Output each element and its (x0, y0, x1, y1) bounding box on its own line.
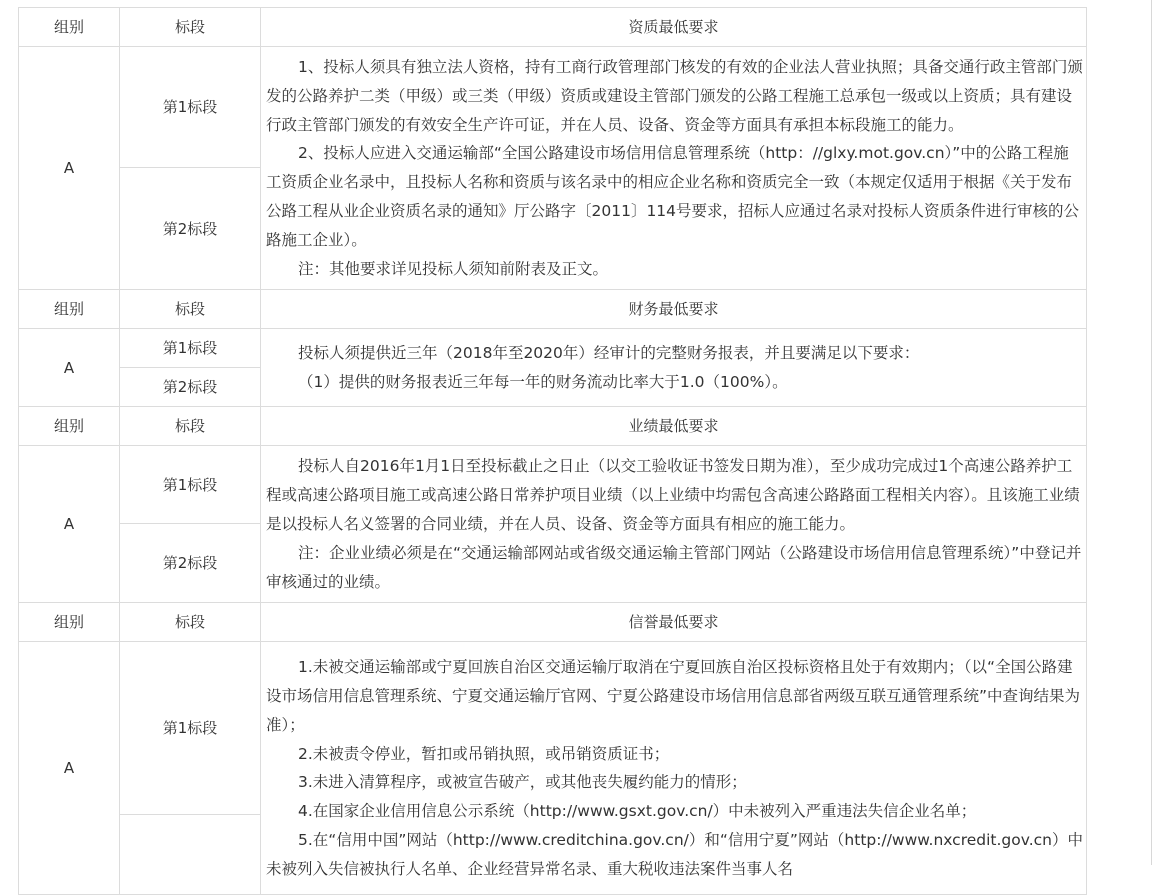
finance-header-row (19, 290, 1087, 329)
finance-group-cell: A (19, 329, 120, 407)
section-header: 标段 (120, 8, 261, 47)
finance-body (261, 329, 1087, 407)
qualification-group-cell: A (19, 47, 120, 290)
performance-section-2: 第2标段 (120, 523, 261, 603)
performance-note: 注：企业业绩必须是在“交通运输部网站或省级交通运输主管部门网站（公路建设市场信用信息管理系统）”中登记并审核通过的业绩。 (266, 543, 1082, 591)
finance-paragraph-1: 投标人须提供近三年（2018年至2020年）经审计的完整财务报表，并且要满足以下要求： (298, 344, 920, 363)
performance-row-1 (19, 446, 1087, 523)
group-header: 组别 (19, 8, 120, 47)
credit-item-1: 1.未被交通运输部或宁夏回族自治区交通运输厅取消在宁夏回族自治区投标资格且处于有效期内；（以“全国公路建设市场信用信息管理系统、宁夏交通运输厅官网、宁夏公路建设市场信用信息部省两级互联互通管理系统”中查询结果为准）； (266, 658, 1081, 734)
credit-item-5: 5.在“信用中国”网站（http://www.creditchina.gov.cn/）和“信用宁夏”网站（http://www.nxcredit.gov.cn）中未被列入失信被执行人名单、企业经营异常名录、重大税收违法案件当事人名 (266, 830, 1083, 878)
finance-title: 财务最低要求 (261, 290, 1087, 329)
finance-section-2: 第2标段 (120, 368, 261, 407)
credit-item-3: 3.未进入清算程序，或被宣告破产，或其他丧失履约能力的情形； (298, 773, 747, 792)
qualification-note: 注：其他要求详见投标人须知前附表及正文。 (298, 259, 609, 278)
credit-item-2: 2.未被责令停业，暂扣或吊销执照，或吊销资质证书； (298, 744, 670, 763)
performance-section-1: 第1标段 (120, 446, 261, 523)
finance-section-1: 第1标段 (120, 329, 261, 368)
requirements-table (18, 7, 1087, 895)
credit-group-cell: A (19, 642, 120, 895)
section-header: 标段 (120, 407, 261, 446)
performance-title: 业绩最低要求 (261, 407, 1087, 446)
credit-section-1: 第1标段 (120, 642, 261, 815)
qualification-section-1: 第1标段 (120, 47, 261, 168)
group-header: 组别 (19, 290, 120, 329)
credit-section-2 (120, 815, 261, 895)
scroll-edge-divider (1151, 0, 1152, 865)
performance-paragraph-1: 投标人自2016年1月1日至投标截止之日止（以交工验收证书签发日期为准），至少成功完成过1个高速公路养护工程或高速公路项目施工或高速公路日常养护项目业绩（以上业绩中均需包含高速公路路面工程相关内容）。且该施工业绩是以投标人名义签署的合同业绩，并在人员、设备、资金等方面具有相应的施工能力。 (266, 457, 1080, 533)
credit-title: 信誉最低要求 (261, 603, 1087, 642)
qualification-section-2: 第2标段 (120, 168, 261, 290)
section-header: 标段 (120, 603, 261, 642)
qualification-title: 资质最低要求 (261, 8, 1087, 47)
performance-header-row (19, 407, 1087, 446)
qualification-paragraph-2: 2、投标人应进入交通运输部“全国公路建设市场信用信息管理系统（http：//glxy.mot.gov.cn）”中的公路工程施工资质企业名录中，且投标人名称和资质与该名录中的相应企业名称和资质完全一致（本规定仅适用于根据《关于发布公路工程从业企业资质名录的通知》厅公路字〔2011〕114号要求，招标人应通过名录对投标人资质条件进行审核的公路施工企业）。 (266, 144, 1080, 249)
performance-body (261, 446, 1087, 603)
performance-group-cell: A (19, 446, 120, 603)
credit-row-1 (19, 642, 1087, 815)
credit-body (261, 642, 1087, 895)
qualification-header-row (19, 8, 1087, 47)
group-header: 组别 (19, 407, 120, 446)
qualification-body (261, 47, 1087, 290)
section-header: 标段 (120, 290, 261, 329)
group-header: 组别 (19, 603, 120, 642)
finance-paragraph-2: （1）提供的财务报表近三年每一年的财务流动比率大于1.0（100%）。 (298, 372, 788, 391)
qualification-paragraph-1: 1、投标人须具有独立法人资格，持有工商行政管理部门核发的有效的企业法人营业执照；具备交通行政主管部门颁发的公路养护二类（甲级）或三类（甲级）资质或建设主管部门颁发的公路工程施工总承包一级或以上资质；具有建设行政主管部门颁发的有效安全生产许可证，并在人员、设备、资金等方面具有承担本标段施工的能力。 (266, 58, 1083, 134)
credit-item-4: 4.在国家企业信用信息公示系统（http://www.gsxt.gov.cn/）中未被列入严重违法失信企业名单； (298, 802, 977, 821)
finance-row-1 (19, 329, 1087, 368)
qualification-row-1 (19, 47, 1087, 168)
credit-header-row (19, 603, 1087, 642)
